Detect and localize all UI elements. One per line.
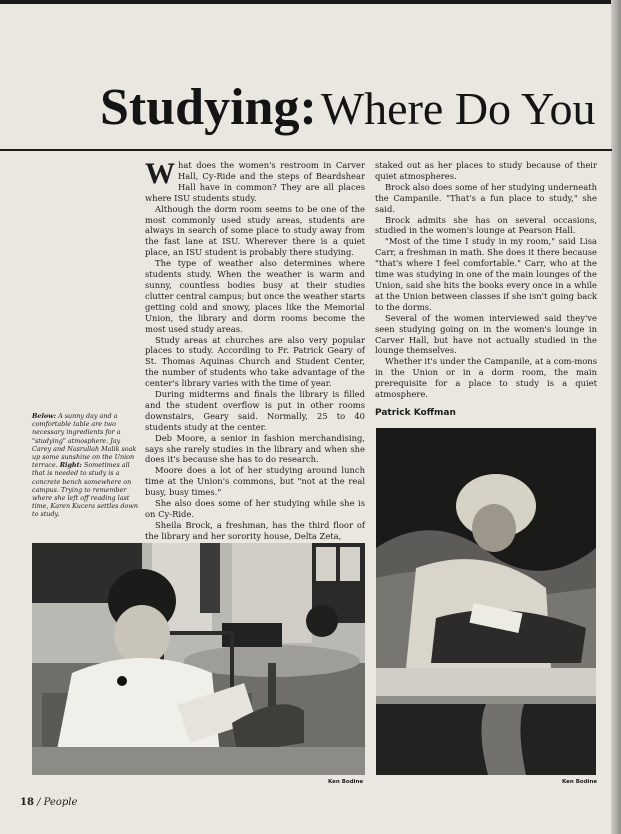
paragraph: Brock also does some of her studying underneath the Campanile. "That's a fun place to study," she said. (375, 181, 597, 214)
paragraph: "Most of the time I study in my room," said Lisa Carr, a freshman in math. She does it there because "that's where I feel comfortable." Carr, who at the time was studying in one of the main lounges of the Union, said she hits the books every once in a while at the Union between classes if she isn't going back to the dorms. (375, 236, 597, 312)
page-headline (100, 79, 596, 136)
paragraph: The type of weather also determines where students study. When the weather is warm and sunny, countless bodies busy at their studies clutter central campus; but once the weather starts getting cold and snowy, places like the Memorial Union, the library and dorm rooms become the most used study areas. (145, 258, 365, 334)
section-name: / People (37, 797, 78, 808)
photo-caption (32, 412, 140, 519)
photo-credit: Ken Bodine (562, 779, 598, 785)
paragraph: Several of the women interviewed said they've seen studying going on in the women's lounge in Carver Hall, but have not actually studied in the lounge themselves. (375, 312, 597, 356)
article-column-2 (375, 160, 597, 419)
bench-photo (376, 428, 596, 775)
paragraph: Brock admits she has on several occasions, studied in the women's lounge at Pearson Hall. (375, 214, 597, 236)
paragraph: Although the dorm room seems to be one of the most commonly used study areas, students are always in search of some place to study away from the fast lane at ISU. Wherever there is a quiet place, an ISU student is probably there studying. (145, 203, 365, 258)
top-edge-bar (0, 0, 621, 4)
page-number: 18 (20, 797, 34, 808)
headline-rule (0, 149, 612, 151)
author-byline: Patrick Koffman (375, 407, 456, 418)
caption-below-text: A sunny day and a comfortable table are two necessary ingredients for a "studying" atmosphere. Jay Carey and Nasrullah Malik soak up some sunshine on the Union terrace. (32, 412, 137, 470)
paragraph: Whether it's under the Campanile, at a com-mons in the Union or in a dorm room, the main prerequisite for a place to study is a quiet atmosphere. (375, 356, 597, 400)
paragraph: staked out as her places to study because of their quiet atmospheres. (375, 160, 597, 181)
paragraph: Sheila Brock, a freshman, has the third floor of the library and her sorority house, Delta Zeta, (145, 519, 365, 541)
article-column-1 (145, 157, 365, 542)
page-folio (20, 797, 77, 808)
caption-below-label: Below: (32, 412, 57, 420)
paragraph: Moore does a lot of her studying around lunch time at the Union's commons, but "not at the real busy, busy times." (145, 465, 365, 498)
paragraph: Study areas at churches are also very popular places to study. According to Fr. Patrick Geary of St. Thomas Aquinas Church and Student Center, the number of students who take advantage of the center's library varies with the time of year. (145, 334, 365, 389)
photo-credit: Ken Bodine (328, 779, 364, 785)
terrace-photo (32, 543, 365, 775)
paragraph: She also does some of her studying while she is on Cy-Ride. (145, 498, 365, 519)
headline-light: Where Do You (320, 83, 596, 134)
paragraph: During midterms and finals the library is filled and the student overflow is put in other rooms downstairs, Geary said. Normally, 25 to 40 students study at the center. (145, 389, 365, 432)
caption-right-label: Right: (59, 461, 82, 470)
page-binding-edge (611, 0, 621, 834)
paragraph: Deb Moore, a senior in fashion merchandising, says she rarely studies in the library and when she does it's because she has to do research. (145, 432, 365, 465)
drop-cap: W (145, 157, 175, 190)
paragraph: What does the women's restroom in Carver Hall, Cy-Ride and the steps of Beardshear Hall have in common? They are all places where ISU students study. (145, 157, 365, 203)
caption-right-text: Sometimes all that is needed to study is a concrete bench somewhere on campus. Trying to remember where she left off reading last time, Karen Kucera settles down to study. (32, 461, 138, 519)
headline-strong: Studying: (100, 79, 317, 136)
